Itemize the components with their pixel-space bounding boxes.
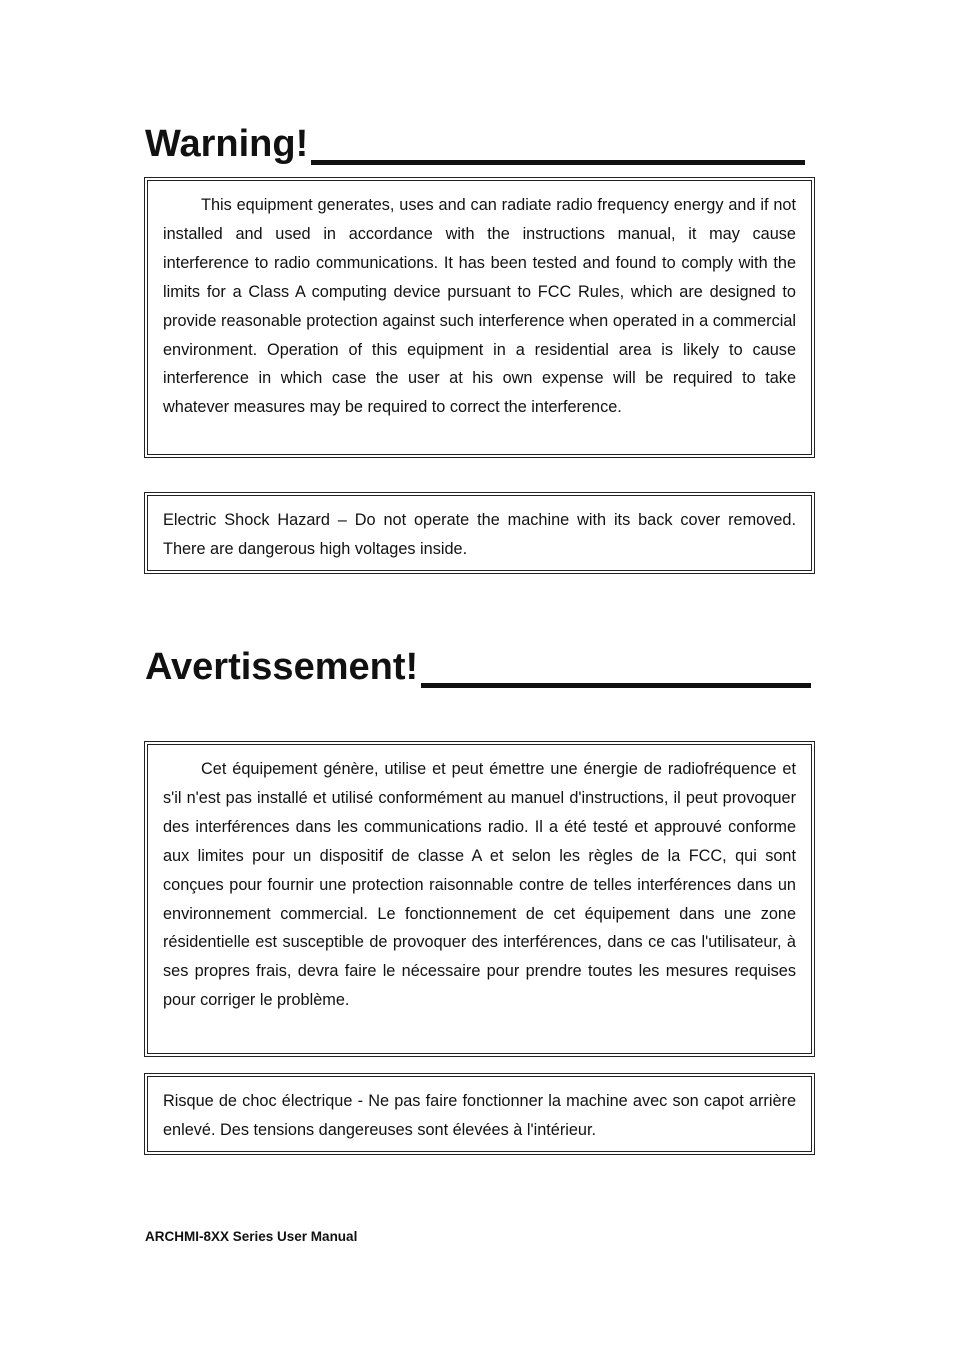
footer-manual-title: ARCHMI-8XX Series User Manual [145,1229,358,1244]
shock-avertissement-text: Risque de choc électrique - Ne pas faire fonctionner la machine avec son capot arrière enlevé. Des tensions dangereuses sont élevées à l'intérieur. [163,1092,796,1139]
shock-warning-box [144,492,815,574]
heading-underline [311,160,805,165]
fcc-warning-text: This equipment generates, uses and can radiate radio frequency energy and if not installed and used in accordance with the instructions manual, it may cause interference to radio communications. It has been tested and found to comply with the limits for a Class A computing device pursuant to FCC Rules, which are designed to provide reasonable protection against such interference when operated in a commercial environment. Operation of this equipment in a residential area is likely to cause interference in which case the user at his own expense will be required to take whatever measures may be required to correct the interference. [163,196,796,417]
warning-heading [145,121,805,167]
fcc-warning-box [144,177,815,458]
shock-warning-text: Electric Shock Hazard – Do not operate the machine with its back cover removed. There are dangerous high voltages inside. [163,511,796,558]
avertissement-heading [145,644,811,690]
fcc-avertissement-text: Cet équipement génère, utilise et peut émettre une énergie de radiofréquence et s'il n'est pas installé et utilisé conformément au manuel d'instructions, il peut provoquer des interférences dans les communications radio. Il a été testé et approuvé conforme aux limites pour un dispositif de classe A et selon les règles de la FCC, qui sont conçues pour fournir une protection raisonnable contre de telles interférences dans un environnement commercial. Le fonctionnement de cet équipement dans une zone résidentielle est susceptible de provoquer des interférences, dans ce cas l'utilisateur, à ses propres frais, devra faire le nécessaire pour prendre toutes les mesures requises pour corriger le problème. [163,760,796,1010]
fcc-avertissement-box [144,741,815,1057]
shock-avertissement-box [144,1073,815,1155]
warning-title: Warning! [145,123,309,165]
avertissement-title: Avertissement! [145,646,419,688]
heading-underline [421,683,811,688]
